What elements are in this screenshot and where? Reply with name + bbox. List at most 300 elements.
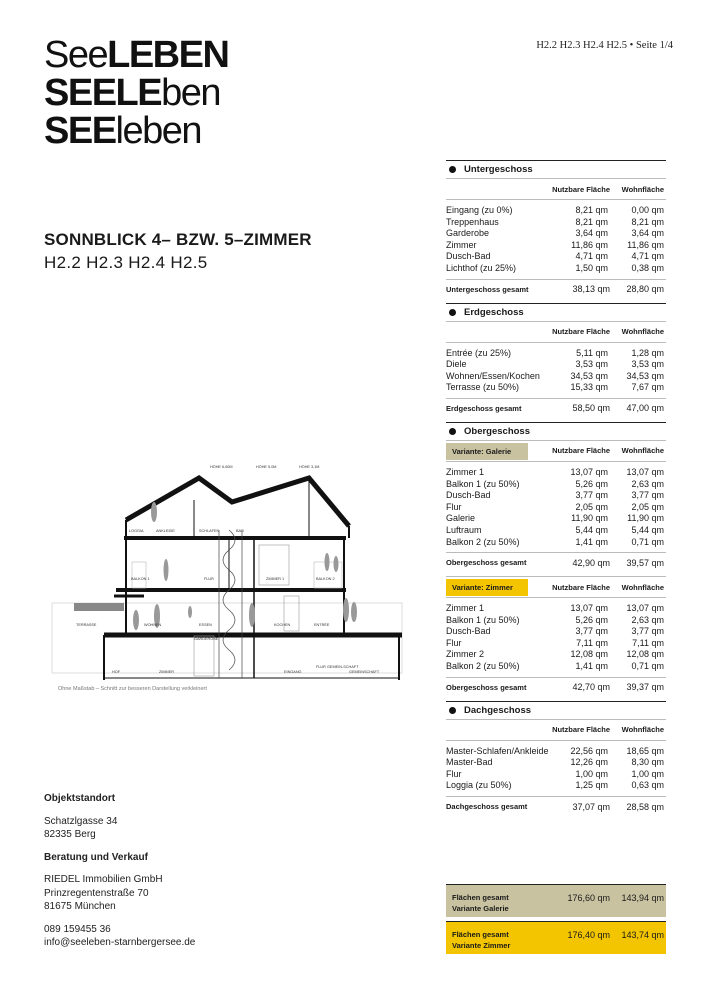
- value-wohn: 2,63: [631, 614, 649, 625]
- room-name: Galerie: [446, 513, 476, 524]
- value-nutzbar: 5,26: [575, 614, 593, 625]
- unit: qm: [595, 205, 608, 215]
- room-wohn: [632, 638, 664, 650]
- column-header: [446, 178, 666, 200]
- unit: qm: [651, 649, 664, 660]
- unit: qm: [595, 370, 608, 381]
- unit: qm: [595, 501, 608, 512]
- room-wohn: [631, 479, 664, 491]
- value-wohn: 4,71: [631, 251, 649, 262]
- value-wohn: 3,77: [631, 490, 649, 501]
- room-nutzbar: [570, 757, 608, 769]
- objekt-header: Objektstandort: [44, 793, 116, 804]
- unit: qm: [651, 513, 664, 524]
- total-row: [446, 398, 666, 418]
- room-nutzbar: [575, 479, 608, 491]
- sum-variant: Variante Galerie: [452, 904, 509, 913]
- value-nutzbar: 5,44: [575, 524, 593, 535]
- value-wohn: 0,63: [631, 780, 649, 791]
- table-row: [446, 525, 666, 537]
- table-row: [446, 746, 666, 758]
- value-nutzbar: 8,21: [575, 205, 593, 215]
- sum-wohn: 143,94 qm: [621, 893, 664, 903]
- unit: qm: [595, 251, 608, 262]
- room-wohn: [626, 649, 664, 661]
- room-nutzbar: [571, 240, 608, 252]
- room-wohn: [631, 382, 664, 394]
- logo-text: ben: [161, 72, 221, 114]
- unit: qm: [651, 382, 664, 393]
- value-wohn: 13,07: [626, 603, 649, 614]
- value-wohn: 5,44: [631, 524, 649, 535]
- value-wohn: 13,07: [626, 466, 649, 477]
- room-nutzbar: [575, 537, 608, 549]
- label-balkon-1: BALKON 1: [131, 577, 150, 581]
- unit: qm: [651, 603, 664, 614]
- room-nutzbar: [575, 661, 608, 673]
- unit: qm: [595, 649, 608, 660]
- table-row: [446, 359, 666, 371]
- unit: qm: [595, 637, 608, 648]
- room-wohn: [627, 240, 664, 252]
- value-wohn: 0,71: [631, 661, 649, 672]
- room-wohn: [631, 525, 664, 537]
- section-header: [446, 303, 666, 321]
- table-row: [446, 217, 666, 229]
- value-wohn: 2,05: [631, 501, 649, 512]
- room-wohn: [626, 467, 664, 479]
- room-name: Entrée (zu 25%): [446, 347, 512, 358]
- total-label: Obergeschoss gesamt: [446, 682, 527, 692]
- table-row: [446, 757, 666, 769]
- unit: qm: [651, 478, 664, 489]
- room-name: Master-Bad: [446, 757, 493, 768]
- total-nutzbar: 38,13 qm: [572, 284, 610, 295]
- col-nutzbar: Nutzbare Fläche: [552, 184, 610, 194]
- unit: qm: [595, 347, 608, 358]
- total-row: [446, 552, 666, 572]
- room-nutzbar: [570, 371, 608, 383]
- room-name: Balkon 2 (zu 50%): [446, 536, 520, 547]
- sum-label: Flächen gesamt: [452, 930, 509, 939]
- value-nutzbar: 4,71: [575, 251, 593, 262]
- room-wohn: [631, 537, 664, 549]
- room-wohn: [631, 348, 664, 360]
- unit: qm: [651, 745, 664, 756]
- label-flur-og: FLUR: [204, 577, 214, 581]
- row-list: [446, 200, 666, 279]
- room-name: Wohnen/Essen/Kochen: [446, 370, 540, 381]
- company-name: RIEDEL Immobilien GmbH: [44, 874, 163, 885]
- unit: qm: [595, 661, 608, 672]
- unit: qm: [595, 524, 608, 535]
- room-nutzbar: [575, 615, 608, 627]
- room-name: Balkon 1 (zu 50%): [446, 478, 520, 489]
- value-nutzbar: 8,21: [575, 216, 593, 227]
- total-label: Dachgeschoss gesamt: [446, 802, 528, 812]
- unit: qm: [651, 637, 664, 648]
- row-list: [446, 462, 666, 552]
- phone-link[interactable]: 089 159455 36: [44, 923, 111, 935]
- unit: qm: [595, 603, 608, 614]
- column-header: [446, 440, 666, 462]
- unit: qm: [595, 745, 608, 756]
- unit: qm: [651, 262, 664, 273]
- value-wohn: 12,08: [626, 649, 649, 660]
- room-wohn: [631, 359, 664, 371]
- table-row: [446, 479, 666, 491]
- unit: qm: [651, 359, 664, 370]
- table-row: [446, 661, 666, 673]
- unit: qm: [651, 228, 664, 239]
- room-name: Treppenhaus: [446, 216, 499, 227]
- sum-label: Flächen gesamt: [452, 893, 509, 902]
- section-title: Dachgeschoss: [464, 704, 532, 716]
- room-wohn: [631, 217, 664, 229]
- room-name: Balkon 2 (zu 50%): [446, 661, 520, 672]
- value-nutzbar: 5,26: [575, 478, 593, 489]
- unit: qm: [595, 216, 608, 227]
- value-nutzbar: 2,05: [575, 501, 593, 512]
- label-essen: ESSEN: [199, 623, 212, 627]
- logo-line-2: [44, 74, 264, 112]
- room-nutzbar: [570, 649, 608, 661]
- value-nutzbar: 34,53: [570, 370, 593, 381]
- unit: qm: [595, 768, 608, 779]
- value-wohn: 8,21: [631, 216, 649, 227]
- logo-text: SEELE: [44, 72, 162, 114]
- unit: qm: [595, 757, 608, 768]
- logo-text: See: [44, 34, 108, 76]
- table-row: [446, 228, 666, 240]
- label-hoehe-2: HÖHE 5,0M: [256, 465, 277, 469]
- room-name: Zimmer 1: [446, 466, 484, 477]
- label-gemeinschaft: GEMEINSCHAFT: [349, 670, 380, 674]
- value-wohn: 1,28: [631, 347, 649, 358]
- room-name: Loggia (zu 50%): [446, 780, 512, 791]
- table-row: [446, 780, 666, 792]
- room-wohn: [631, 615, 664, 627]
- unit: qm: [651, 757, 664, 768]
- sum-variant: Variante Zimmer: [452, 941, 511, 950]
- value-wohn: 18,65: [626, 745, 649, 756]
- row-list: [446, 741, 666, 796]
- value-nutzbar: 1,00: [575, 768, 593, 779]
- room-wohn: [626, 746, 664, 758]
- unit: qm: [651, 466, 664, 477]
- room-wohn: [631, 263, 664, 275]
- label-flur-gemeinschaft: FLUR GEMEIN-SCHAFT: [316, 665, 359, 669]
- total-wohn: 39,37 qm: [626, 682, 664, 693]
- unit: qm: [651, 501, 664, 512]
- total-row: [446, 677, 666, 697]
- value-wohn: 3,77: [631, 626, 649, 637]
- unit: qm: [651, 780, 664, 791]
- room-nutzbar: [570, 603, 608, 615]
- label-hoehe-3: HÖHE 3,1M: [299, 465, 320, 469]
- total-wohn: 47,00 qm: [626, 403, 664, 414]
- value-wohn: 3,64: [631, 228, 649, 239]
- room-name: Garderobe: [446, 228, 490, 239]
- variant-badge: Variante: Galerie: [446, 443, 528, 460]
- total-nutzbar: 42,90 qm: [572, 557, 610, 568]
- value-nutzbar: 22,56: [570, 745, 593, 756]
- unit: qm: [651, 370, 664, 381]
- logo-text: SEE: [44, 110, 116, 152]
- table-row: [446, 638, 666, 650]
- logo-text: leben: [115, 110, 202, 152]
- section-header: [446, 160, 666, 178]
- unit: qm: [651, 490, 664, 501]
- value-wohn: 1,00: [631, 768, 649, 779]
- label-zimmer-1: ZIMMER 1: [266, 577, 285, 581]
- col-nutzbar: Nutzbare Fläche: [552, 582, 610, 592]
- room-name: Balkon 1 (zu 50%): [446, 614, 520, 625]
- label-bad: BAD: [236, 529, 244, 533]
- value-nutzbar: 1,41: [575, 536, 593, 547]
- room-wohn: [631, 205, 664, 217]
- room-nutzbar: [575, 780, 608, 792]
- room-wohn: [631, 228, 664, 240]
- col-nutzbar: Nutzbare Fläche: [552, 327, 610, 337]
- unit: qm: [595, 382, 608, 393]
- unit: qm: [651, 216, 664, 227]
- value-nutzbar: 7,11: [576, 637, 593, 648]
- room-nutzbar: [576, 638, 608, 650]
- table-row: [446, 603, 666, 615]
- room-name: Terrasse (zu 50%): [446, 382, 520, 393]
- unit: qm: [595, 239, 608, 250]
- unit: qm: [651, 536, 664, 547]
- col-wohn: Wohnfläche: [621, 725, 664, 735]
- unit: qm: [595, 780, 608, 791]
- sum-zimmer: [446, 921, 666, 954]
- room-nutzbar: [575, 205, 608, 217]
- column-header: [446, 576, 666, 598]
- room-name: Zimmer: [446, 239, 477, 250]
- value-nutzbar: 12,26: [570, 757, 593, 768]
- unit: qm: [651, 661, 664, 672]
- room-nutzbar: [575, 359, 608, 371]
- room-wohn: [626, 603, 664, 615]
- room-wohn: [631, 626, 664, 638]
- label-garderobe: GARDEROBE: [194, 637, 219, 641]
- room-name: Dusch-Bad: [446, 251, 491, 262]
- value-nutzbar: 5,11: [576, 347, 593, 358]
- unit: qm: [595, 466, 608, 477]
- room-nutzbar: [575, 502, 608, 514]
- room-name: Zimmer 1: [446, 603, 484, 614]
- value-nutzbar: 1,41: [575, 661, 593, 672]
- room-wohn: [631, 769, 664, 781]
- unit: qm: [595, 536, 608, 547]
- unit: qm: [651, 626, 664, 637]
- unit: qm: [595, 490, 608, 501]
- value-wohn: 0,71: [631, 536, 649, 547]
- logo-text: LEBEN: [107, 34, 229, 76]
- section-title: Erdgeschoss: [464, 306, 524, 318]
- column-header: [446, 321, 666, 343]
- unit: qm: [651, 239, 664, 250]
- room-nutzbar: [575, 626, 608, 638]
- contact-block: [44, 792, 195, 950]
- value-nutzbar: 11,86: [571, 239, 593, 250]
- room-nutzbar: [570, 382, 608, 394]
- value-nutzbar: 13,07: [570, 466, 593, 477]
- row-list: [446, 343, 666, 398]
- room-wohn: [631, 490, 664, 502]
- room-name: Dusch-Bad: [446, 626, 491, 637]
- table-row: [446, 240, 666, 252]
- table-row: [446, 348, 666, 360]
- value-wohn: 11,86: [627, 239, 649, 250]
- room-name: Master-Schlafen/Ankleide: [446, 745, 549, 756]
- sum-nutzbar: 176,40 qm: [567, 930, 610, 940]
- bullet-icon: [449, 166, 456, 173]
- unit: qm: [651, 768, 664, 779]
- table-row: [446, 371, 666, 383]
- room-nutzbar: [571, 513, 608, 525]
- objekt-street: Schatzlgasse 34: [44, 815, 118, 827]
- room-wohn: [631, 661, 664, 673]
- total-nutzbar: 42,70 qm: [572, 682, 610, 693]
- total-row: [446, 279, 666, 299]
- unit: qm: [595, 262, 608, 273]
- page-subtitle: H2.2 H2.3 H2.4 H2.5: [44, 253, 208, 272]
- section-header: [446, 422, 666, 440]
- col-wohn: Wohnfläche: [621, 184, 664, 194]
- value-nutzbar: 3,77: [575, 626, 593, 637]
- label-schlafen: SCHLAFEN: [199, 529, 220, 533]
- drawing-caption: Ohne Maßstab – Schnitt zur besseren Darstellung verkleinert: [58, 686, 207, 692]
- variant-badge: Variante: Zimmer: [446, 579, 528, 596]
- label-loggia: LOGGIA: [129, 529, 144, 533]
- company-city: 81675 München: [44, 901, 116, 912]
- value-nutzbar: 1,25: [575, 780, 593, 791]
- col-wohn: Wohnfläche: [621, 446, 664, 456]
- table-row: [446, 769, 666, 781]
- bullet-icon: [449, 309, 456, 316]
- value-nutzbar: 1,50: [575, 262, 593, 273]
- room-nutzbar: [570, 467, 608, 479]
- label-hof: HOF: [112, 670, 121, 674]
- room-wohn: [631, 780, 664, 792]
- room-wohn: [631, 251, 664, 263]
- value-wohn: 8,30: [631, 757, 649, 768]
- value-wohn: 3,53: [631, 359, 649, 370]
- logo: [44, 36, 264, 150]
- logo-line-1: [44, 36, 264, 74]
- total-label: Erdgeschoss gesamt: [446, 403, 522, 413]
- table-row: [446, 263, 666, 275]
- unit: qm: [651, 347, 664, 358]
- room-name: Eingang (zu 0%): [446, 205, 513, 215]
- room-name: Flur: [446, 768, 462, 779]
- beratung-header: Beratung und Verkauf: [44, 851, 148, 863]
- value-wohn: 34,53: [626, 370, 649, 381]
- label-ankleide: ANKLEIDE: [156, 529, 175, 533]
- unit: qm: [595, 513, 608, 524]
- total-nutzbar: 58,50 qm: [572, 403, 610, 414]
- room-name: Zimmer 2: [446, 649, 484, 660]
- col-nutzbar: Nutzbare Fläche: [552, 446, 610, 456]
- section-header: [446, 701, 666, 719]
- unit: qm: [595, 614, 608, 625]
- email-link[interactable]: info@seeleben-starnbergersee.de: [44, 937, 196, 948]
- unit: qm: [651, 251, 664, 262]
- logo-line-3: [44, 112, 264, 150]
- company-street: Prinzregentenstraße 70: [44, 887, 149, 899]
- value-wohn: 11,90: [627, 513, 649, 524]
- label-wohnen: WOHNEN: [144, 623, 162, 627]
- total-wohn: 28,58 qm: [626, 801, 664, 812]
- col-wohn: Wohnfläche: [621, 582, 664, 592]
- room-nutzbar: [570, 746, 608, 758]
- label-hoehe-1: HÖHE 6,60M: [210, 465, 233, 469]
- value-wohn: 0,38: [631, 262, 649, 273]
- label-eingang: EINGANG: [284, 670, 302, 674]
- unit: qm: [651, 205, 664, 215]
- table-row: [446, 513, 666, 525]
- sum-galerie: [446, 884, 666, 917]
- building-section-drawing: [44, 440, 404, 710]
- unit: qm: [595, 228, 608, 239]
- unit: qm: [595, 626, 608, 637]
- unit: qm: [595, 359, 608, 370]
- room-wohn: [626, 371, 664, 383]
- value-nutzbar: 3,64: [575, 228, 593, 239]
- room-name: Flur: [446, 637, 462, 648]
- total-label: Untergeschoss gesamt: [446, 284, 529, 294]
- bullet-icon: [449, 707, 456, 714]
- value-nutzbar: 3,77: [575, 490, 593, 501]
- section-title: Untergeschoss: [464, 164, 533, 175]
- room-nutzbar: [575, 251, 608, 263]
- objekt-city: 82335 Berg: [44, 829, 96, 840]
- room-wohn: [631, 757, 664, 769]
- column-header: [446, 719, 666, 741]
- room-name: Dusch-Bad: [446, 490, 491, 501]
- unit: qm: [595, 478, 608, 489]
- value-nutzbar: 11,90: [571, 513, 593, 524]
- value-wohn: 2,63: [631, 478, 649, 489]
- value-nutzbar: 15,33: [570, 382, 593, 393]
- room-nutzbar: [575, 228, 608, 240]
- value-nutzbar: 12,08: [570, 649, 593, 660]
- room-nutzbar: [575, 769, 608, 781]
- bullet-icon: [449, 428, 456, 435]
- room-nutzbar: [575, 525, 608, 537]
- page-reference: H2.2 H2.3 H2.4 H2.5 • Seite 1/4: [536, 40, 673, 51]
- unit: qm: [651, 524, 664, 535]
- table-row: [446, 502, 666, 514]
- room-wohn: [627, 513, 664, 525]
- room-name: Diele: [446, 359, 467, 370]
- value-wohn: 7,67: [631, 382, 649, 393]
- table-row: [446, 205, 666, 217]
- table-row: [446, 649, 666, 661]
- total-row: [446, 796, 666, 816]
- value-wohn: 7,11: [632, 637, 649, 648]
- col-wohn: Wohnfläche: [621, 327, 664, 337]
- total-label: Obergeschoss gesamt: [446, 558, 527, 568]
- label-kochen: KOCHEN: [274, 623, 291, 627]
- unit: qm: [651, 614, 664, 625]
- sum-nutzbar: 176,60 qm: [567, 893, 610, 903]
- room-nutzbar: [576, 348, 608, 360]
- table-row: [446, 626, 666, 638]
- value-nutzbar: 3,53: [575, 359, 593, 370]
